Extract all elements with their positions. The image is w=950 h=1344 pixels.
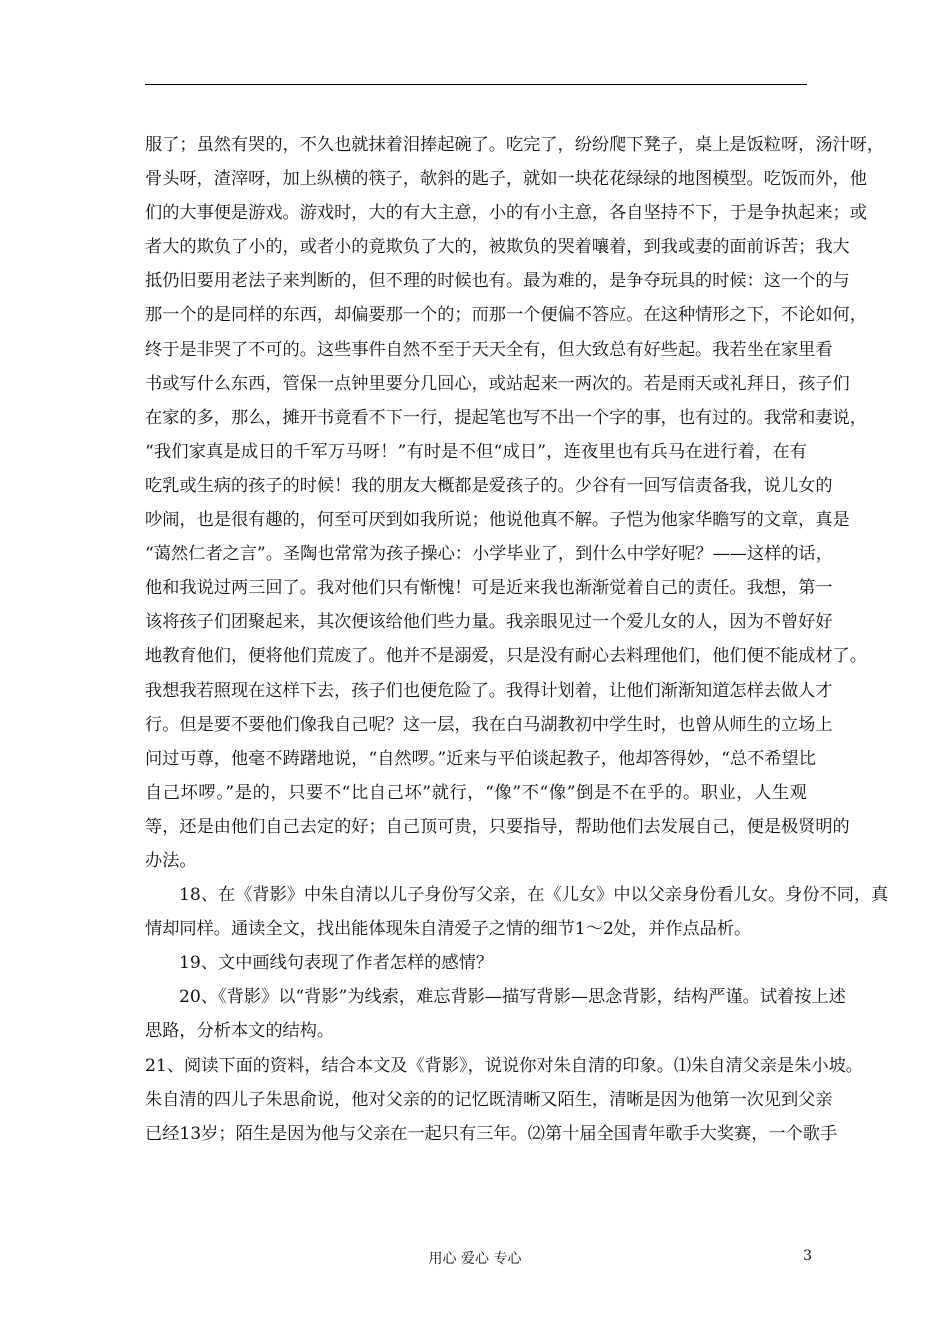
text-line: 骨头呀，渣滓呀，加上纵横的筷子，欹斜的匙子，就如一块花花绿绿的地图模型。吃饭而外，他 [145,169,867,190]
text-line: 自己坏啰。”是的，只要不“比自己坏”就行，“像”不“像”倒是不在乎的。职业，人生观 [145,782,807,803]
text-line: 情却同样。通读全文，找出能体现朱自清爱子之情的细节1～2处，并作点品析。 [145,919,752,940]
text-line: 20、《背影》以“背影”为线索，难忘背影—描写背影—思念背影，结构严谨。试着按上述 [179,987,846,1008]
text-line: 21、阅读下面的资料，结合本文及《背影》，说说你对朱自清的印象。⑴朱自清父亲是朱小坡。 [145,1055,863,1076]
text-line: 朱自清的四儿子朱思俞说，他对父亲的的记忆既清晰又陌生，清晰是因为他第一次见到父亲 [145,1089,833,1110]
text-line: 吃乳或生病的孩子的时候！我的朋友大概都是爱孩子的。少谷有一回写信责备我，说儿女的 [145,475,833,496]
text-line: 服了；虽然有哭的，不久也就抹着泪捧起碗了。吃完了，纷纷爬下凳子，桌上是饭粒呀，汤汁呀， [145,135,885,155]
text-line: 终于是非哭了不可的。这些事件自然不至于天天全有，但大致总有好些起。我若坐在家里看 [145,339,833,360]
text-line: 行。但是要不要他们像我自己呢？这一层，我在白马湖教初中学生时，也曾从师生的立场上 [145,714,833,735]
text-line: 们的大事便是游戏。游戏时，大的有大主意，小的有小主意，各自坚持不下，于是争执起来；或 [145,203,867,224]
text-line: 已经13岁；陌生是因为他与父亲在一起只有三年。⑵第十届全国青年歌手大奖赛，一个歌手 [145,1123,838,1144]
text-line: 在家的多，那么，摊开书竟看不下一行，提起笔也写不出一个字的事，也有过的。我常和妻说， [145,407,867,428]
text-line: 地教育他们，便将他们荒废了。他并不是溺爱，只是没有耐心去料理他们，他们便不能成材了。 [145,646,867,667]
text-line: 书或写什么东西，管保一点钟里要分几回心，或站起来一两次的。若是雨天或礼拜日，孩子们 [145,373,850,394]
text-line: 18、在《背影》中朱自清以儿子身份写父亲，在《儿女》中以父亲身份看儿女。身份不同，真 [179,885,889,906]
text-line: 他和我说过两三回了。我对他们只有惭愧！可是近来我也渐渐觉着自己的责任。我想，第一 [145,578,833,599]
text-line: “我们家真是成日的千军万马呀！”有时是不但“成日”，连夜里也有兵马在进行着，在有 [145,441,807,462]
text-line: 者大的欺负了小的，或者小的竟欺负了大的，被欺负的哭着嚷着，到我或妻的面前诉苦；我大 [145,237,850,258]
text-line: 该将孩子们团聚起来，其次便该给他们些力量。我亲眼见过一个爱儿女的人，因为不曾好好 [145,612,833,633]
text-line: 19、文中画线句表现了作者怎样的感情？ [179,953,494,974]
page-number: 3 [803,1248,812,1264]
footer-text: 用心 爱心 专心 [428,1251,522,1267]
document-body [145,128,889,1151]
text-line: 吵闹，也是很有趣的，何至可厌到如我所说；他说他真不解。子恺为他家华瞻写的文章，真是 [145,510,850,531]
text-line: 办法。 [145,850,197,871]
text-line: 抵仍旧要用老法子来判断的，但不理的时候也有。最为难的，是争夺玩具的时候：这一个的与 [145,271,850,292]
text-line: 那一个的是同样的东西，却偏要那一个的；而那一个便偏不答应。在这种情形之下，不论如何， [145,305,867,326]
text-line: 思路，分析本文的结构。 [145,1021,335,1042]
text-line: 我想我若照现在这样下去，孩子们也便危险了。我得计划着，让他们渐渐知道怎样去做人才 [145,680,833,701]
text-line: “蔼然仁者之言”。圣陶也常常为孩子操心：小学毕业了，到什么中学好呢？——这样的话， [145,544,833,565]
text-line: 等，还是由他们自己去定的好；自己顶可贵，只要指导，帮助他们去发展自己，便是极贤明的 [145,816,850,837]
header-rule [145,84,807,85]
text-line: 问过丏尊，他毫不踌躇地说，“自然啰。”近来与平伯谈起教子，他却答得妙，“总不希望比 [145,748,816,769]
